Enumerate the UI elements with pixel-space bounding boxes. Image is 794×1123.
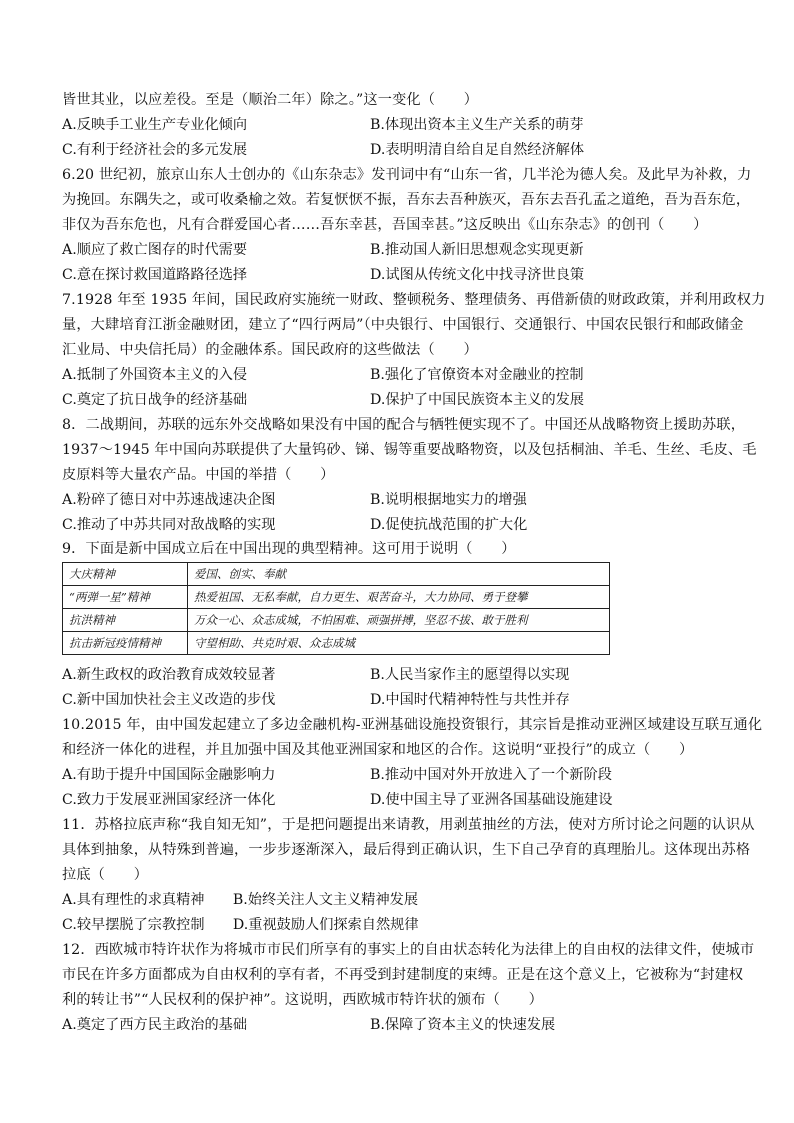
q12-stem-line-3: 利的转让书”“人民权利的保护神”。这说明，西欧城市特许状的颁布（ ） xyxy=(62,992,544,1008)
q8-option-a: A.粉碎了德日对中苏速战速决企图 xyxy=(62,492,276,508)
q12-option-b: B.保障了资本主义的快速发展 xyxy=(370,1017,556,1033)
table-row xyxy=(63,632,610,655)
spirit-name: 抗洪精神 xyxy=(63,609,188,632)
q7-stem-line-2: 量，大肆培育江浙金融财团，建立了“四行两局”（中央银行、中国银行、交通银行、中国农民银行和邮政储金 xyxy=(62,317,744,333)
q9-option-a: A.新生政权的政治教育成效较显著 xyxy=(62,667,276,683)
q10-option-c: C.致力于发展亚洲国家经济一体化 xyxy=(62,792,276,808)
q5-option-b: B.体现出资本主义生产关系的萌芽 xyxy=(370,117,584,133)
q5-option-c: C.有利于经济社会的多元发展 xyxy=(62,142,248,158)
q12-stem-line-2: 市民在许多方面都成为自由权利的享有者，不再受到封建制度的束缚。正是在这个意义上，它被称为“封建权 xyxy=(62,967,744,983)
q8-stem-line-3: 皮原料等大量农产品。中国的举措（ ） xyxy=(62,467,335,483)
q9-option-b: B.人民当家作主的愿望得以实现 xyxy=(370,667,570,683)
q10-option-d: D.使中国主导了亚洲各国基础设施建设 xyxy=(370,792,613,808)
spirit-content: 守望相助、共克时艰、众志成城 xyxy=(188,632,610,655)
q12-option-a: A.奠定了西方民主政治的基础 xyxy=(62,1017,248,1033)
spirit-content: 热爱祖国、无私奉献，自力更生、艰苦奋斗，大力协同、勇于登攀 xyxy=(188,586,610,609)
q9-stem: 9．下面是新中国成立后在中国出现的典型精神。这可用于说明（ ） xyxy=(62,541,516,557)
q5-stem-line: 皆世其业，以应差役。至是（顺治二年）除之。”这一变化（ ） xyxy=(62,92,479,108)
spirit-name: 大庆精神 xyxy=(63,563,188,586)
q6-stem-line-3: 非仅为吾东危也，凡有合群爱国心者……吾东幸甚，吾国幸甚。”这反映出《山东杂志》的创刊（ ） xyxy=(62,217,708,233)
q7-option-d: D.保护了中国民族资本主义的发展 xyxy=(370,392,585,408)
table-row xyxy=(63,563,610,586)
q9-option-c: C.新中国加快社会主义改造的步伐 xyxy=(62,692,276,708)
q10-option-a: A.有助于提升中国国际金融影响力 xyxy=(62,767,276,783)
q6-option-a: A.顺应了救亡图存的时代需要 xyxy=(62,242,248,258)
q6-stem-line-2: 为挽回。东隅失之，或可收桑榆之效。若复恹恹不振，吾东去吾种族灭，吾东去吾孔孟之道绝，吾为吾东危， xyxy=(62,192,751,208)
spirits-table xyxy=(62,562,610,655)
q5-option-d: D.表明明清自给自足自然经济解体 xyxy=(370,142,585,158)
q7-option-c: C.奠定了抗日战争的经济基础 xyxy=(62,392,248,408)
q9-option-d: D.中国时代精神特性与共性并存 xyxy=(370,692,570,708)
q12-stem-line-1: 12．西欧城市特许状作为将城市市民们所享有的事实上的自由状态转化为法律上的自由权的法律文件，使城市 xyxy=(62,942,755,958)
spirit-name: 抗击新冠疫情精神 xyxy=(63,632,188,655)
spirit-name: “两弹一星”精神 xyxy=(63,586,188,609)
spirit-content: 爱国、创实、奉献 xyxy=(188,563,610,586)
q8-option-b: B.说明根据地实力的增强 xyxy=(370,492,527,508)
table-row xyxy=(63,586,610,609)
q6-option-b: B.推动国人新旧思想观念实现更新 xyxy=(370,242,584,258)
spirit-content: 万众一心、众志成城，不怕困难、顽强拼搏，坚忍不拔、敢于胜利 xyxy=(188,609,610,632)
q7-option-a: A.抵制了外国资本主义的入侵 xyxy=(62,367,248,383)
q10-stem-line-2: 和经济一体化的进程，并且加强中国及其他亚洲国家和地区的合作。这说明“亚投行”的成立（ ） xyxy=(62,742,694,758)
q7-stem-line-3: 汇业局、中央信托局）的金融体系。国民政府的这些做法（ ） xyxy=(62,342,478,358)
table-row xyxy=(63,609,610,632)
q8-stem-line-2: 1937～1945 年中国向苏联提供了大量钨砂、锑、锡等重要战略物资，以及包括桐油、羊毛、生丝、毛皮、毛 xyxy=(62,442,757,458)
q8-option-d: D.促使抗战范围的扩大化 xyxy=(370,517,528,533)
q8-option-c: C.推动了中苏共同对敌战略的实现 xyxy=(62,517,276,533)
q11-options-ab: A.具有理性的求真精神 B.始终关注人文主义精神发展 xyxy=(62,892,419,908)
q11-options-cd: C.较早摆脱了宗教控制 D.重视鼓励人们探索自然规律 xyxy=(62,917,419,933)
q11-stem-line-2: 具体到抽象，从特殊到普遍，一步步逐渐深入，最后得到正确认识，生下自己孕育的真理胎儿。这体现出苏格 xyxy=(62,842,751,858)
q5-option-a: A.反映手工业生产专业化倾向 xyxy=(62,117,248,133)
q7-option-b: B.强化了官僚资本对金融业的控制 xyxy=(370,367,584,383)
q6-stem-line-1: 6.20 世纪初，旅京山东人士创办的《山东杂志》发刊词中有“山东一省，几半沦为德人矣。及此早为补救，力 xyxy=(62,167,752,183)
q6-option-c: C.意在探讨救国道路路径选择 xyxy=(62,267,248,283)
q10-option-b: B.推动中国对外开放进入了一个新阶段 xyxy=(370,767,612,783)
q8-stem-line-1: 8．二战期间，苏联的远东外交战略如果没有中国的配合与牺牲便实现不了。中国还从战略物资上援助苏联， xyxy=(62,417,746,433)
q7-stem-line-1: 7.1928 年至 1935 年间，国民政府实施统一财政、整顿税务、整理债务、再借新债的财政政策，并利用政权力 xyxy=(62,292,766,308)
q11-stem-line-3: 拉底（ ） xyxy=(62,867,149,883)
q6-option-d: D.试图从传统文化中找寻济世良策 xyxy=(370,267,585,283)
q11-stem-line-1: 11．苏格拉底声称“我自知无知”，于是把问题提出来请教，用剥茧抽丝的方法，使对方所讨论之问题的认识从 xyxy=(62,817,755,833)
q10-stem-line-1: 10.2015 年，由中国发起建立了多边金融机构-亚洲基础设施投资银行，其宗旨是推动亚洲区域建设互联互通化 xyxy=(62,717,763,733)
